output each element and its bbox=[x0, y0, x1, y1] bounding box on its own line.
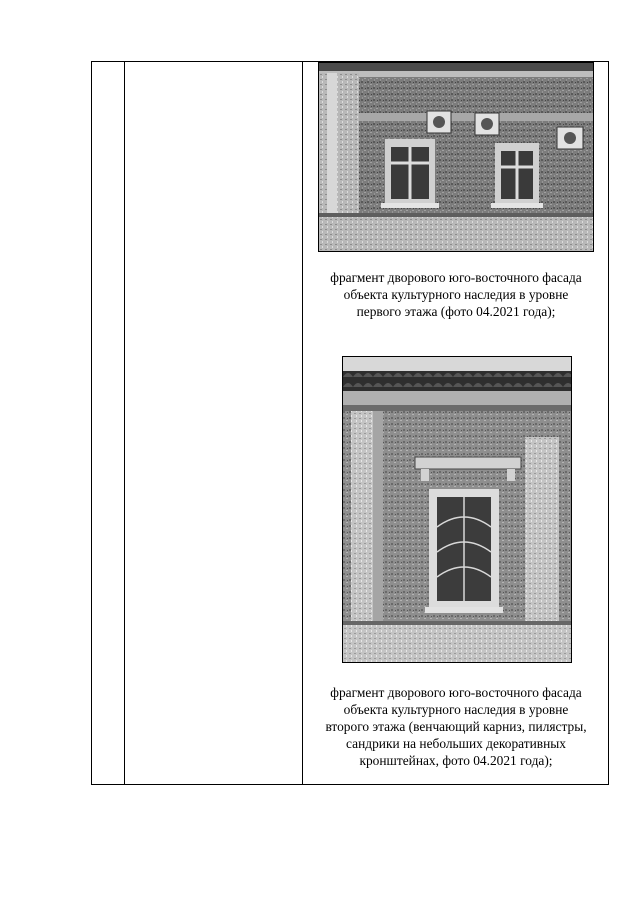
document-table bbox=[91, 61, 609, 785]
photo-caption-first-floor: фрагмент дворового юго-восточного фасада объекта культурного наследия в уровне первого этажа (фото 04.2021 года); bbox=[330, 270, 582, 319]
table-column-divider-2 bbox=[302, 62, 303, 784]
photo-caption-second-floor: фрагмент дворового юго-восточного фасада объекта культурного наследия в уровне второго этажа (венчающий карниз, пилястры, сандрики на небольших декоративных кронштейнах, фото 04.2021 года); bbox=[325, 685, 587, 768]
facade-first-floor-photo bbox=[318, 62, 594, 252]
table-column-divider-1 bbox=[124, 62, 125, 784]
facade-second-floor-photo bbox=[342, 356, 572, 663]
